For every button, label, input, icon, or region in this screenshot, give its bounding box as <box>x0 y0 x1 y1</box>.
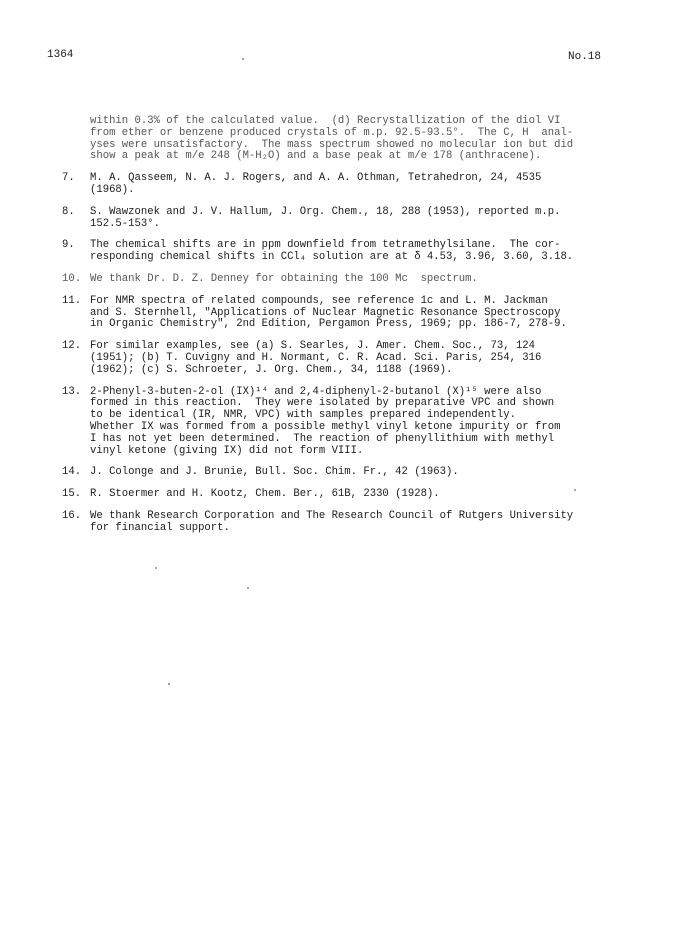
footnote-9 <box>62 240 622 264</box>
footnote-11 <box>62 296 622 331</box>
footnote-number: 14. <box>62 466 82 479</box>
footnote-continuation: within 0.3% of the calculated value. (d) Recrystallization of the diol VI from ether or benzene produced crystals of m.p. 92.5-93.5°. The C, H anal- yses were unsatisfactory. The mass spectrum showed no molecular ion but did show a peak at m/e 248 (M-H₂O) and a base peak at m/e 178 (anthracene). <box>90 115 574 163</box>
footnote-text: We thank Research Corporation and The Research Council of Rutgers University for financial support. <box>90 509 574 534</box>
footnote-number: 10. <box>62 272 82 285</box>
footnote-number: 15. <box>62 488 82 501</box>
scan-speck <box>574 489 576 491</box>
footnote-text: For similar examples, see (a) S. Searles, J. Amer. Chem. Soc., 73, 124 (1951); (b) T. Cuvigny and H. Normant, C. R. Acad. Sci. Paris, 254, 316 (1962); (c) S. Schroeter, J. Org. Chem., 34, 1188 (1969). <box>90 340 542 376</box>
footnote-text: 2-Phenyl-3-buten-2-ol (IX)¹⁴ and 2,4-diphenyl-2-butanol (X)¹⁵ were also formed in this reaction. They were isolated by preparative VPC and shown to be identical (IR, NMR, VPC) with samples prepared independently. Whether IX was formed from a possible methyl vinyl ketone impurity or from I has not yet been determined. The reaction of phenyllithium with methyl vinyl ketone (giving IX) did not form VIII. <box>90 385 561 457</box>
footnote-12 <box>62 341 622 376</box>
footnote-8 <box>62 207 622 231</box>
footnote-text: S. Wawzonek and J. V. Hallum, J. Org. Chem., 18, 288 (1953), reported m.p. 152.5-153°. <box>90 205 561 230</box>
footnote-text: M. A. Qasseem, N. A. J. Rogers, and A. A. Othman, Tetrahedron, 24, 4535 (1968). <box>90 172 542 196</box>
scan-speck <box>247 587 249 589</box>
scan-speck <box>168 683 170 685</box>
page-number: 1364 <box>47 49 74 61</box>
footnote-text: R. Stoermer and H. Kootz, Chem. Ber., 61B, 2330 (1928). <box>90 488 440 501</box>
footnote-13 <box>62 387 622 458</box>
footnote-text: For NMR spectra of related compounds, see reference 1c and L. M. Jackman and S. Sternhell, "Applications of Nuclear Magnetic Resonance Spectroscopy in Organic Chemistry", 2nd Edition, Pergamon Press, 1969; pp. 186-7, 278-9. <box>90 294 567 331</box>
footnote-number: 16. <box>62 509 82 522</box>
footnote-number: 13. <box>62 385 82 398</box>
footnotes <box>62 116 622 545</box>
footnote-number: 9. <box>62 239 75 252</box>
scan-speck <box>242 58 244 60</box>
footnote-number: 11. <box>62 294 82 307</box>
footnote-number: 7. <box>62 172 75 185</box>
footnote-14 <box>62 467 622 479</box>
issue-number: No.18 <box>568 51 602 63</box>
footnote-text: The chemical shifts are in ppm downfield from tetramethylsilane. The cor- responding chemical shifts in CCl₄ solution are at δ 4.53, 3.96, 3.60, 3.18. <box>90 239 574 264</box>
footnote-7 <box>62 173 622 197</box>
footnote-text: We thank Dr. D. Z. Denney for obtaining the 100 Mc spectrum. <box>90 272 478 285</box>
footnote-text: J. Colonge and J. Brunie, Bull. Soc. Chim. Fr., 42 (1963). <box>90 466 459 479</box>
scan-speck <box>155 567 157 569</box>
footnote-15 <box>62 489 622 501</box>
footnote-10 <box>62 274 622 286</box>
footnote-number: 12. <box>62 340 82 353</box>
footnote-number: 8. <box>62 205 75 218</box>
footnote-16 <box>62 511 622 535</box>
